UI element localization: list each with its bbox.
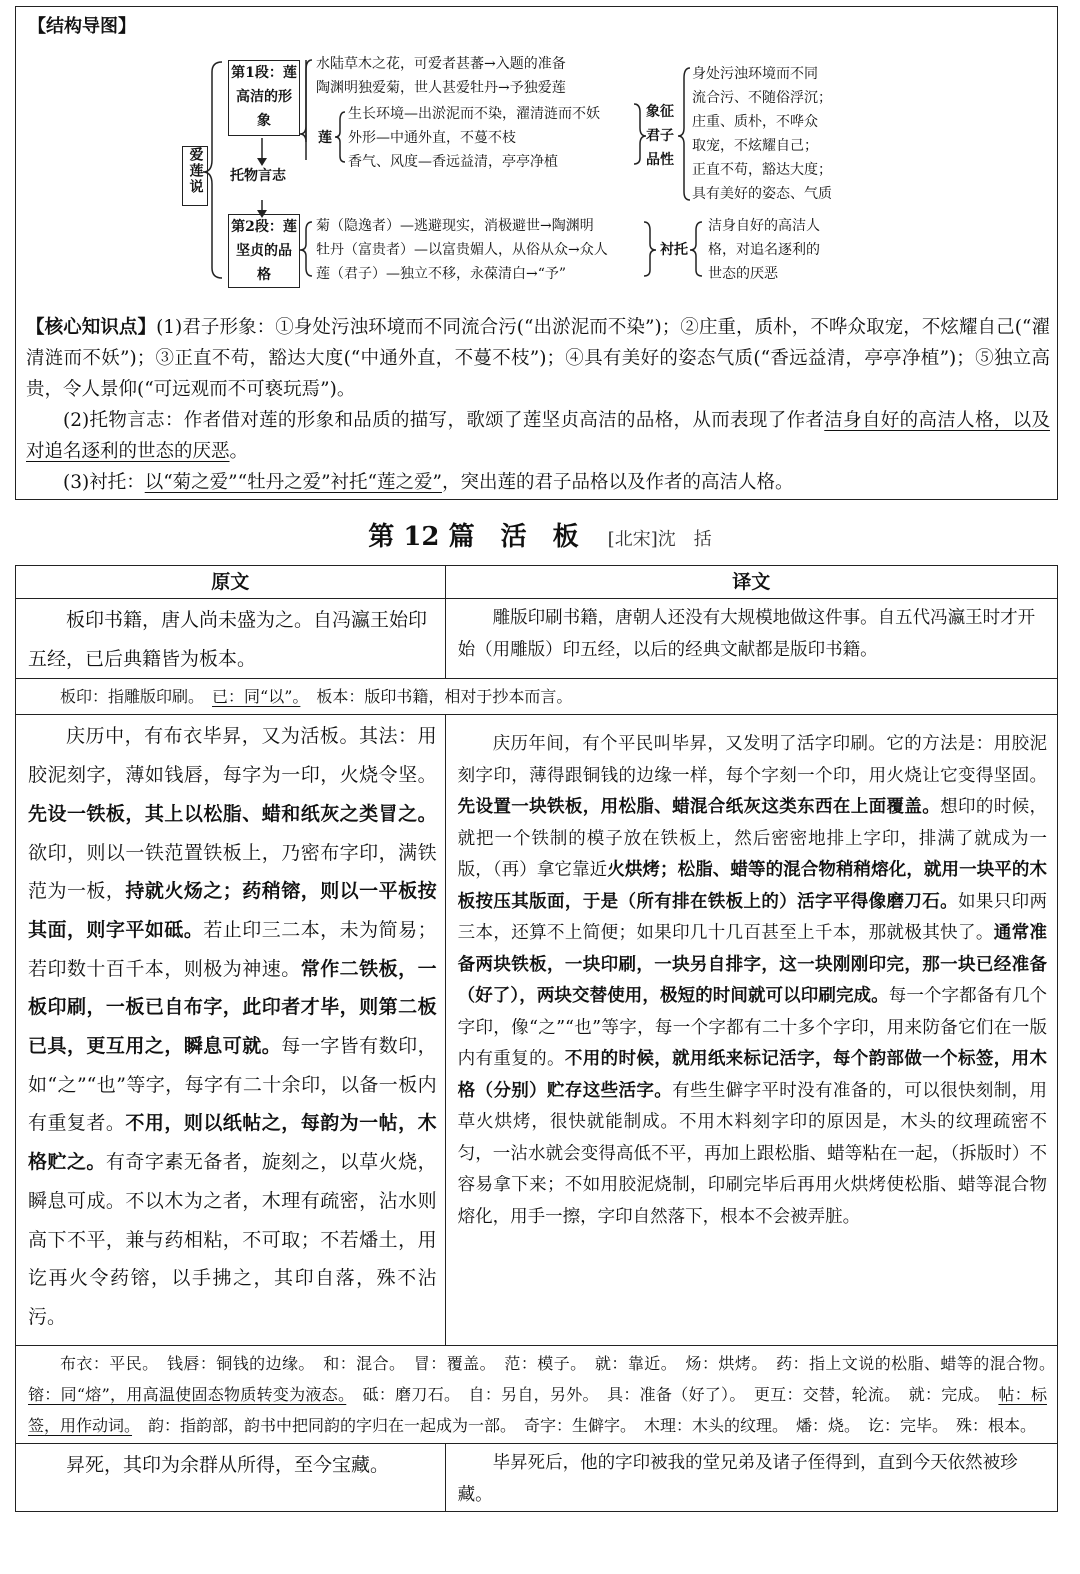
text-table (15, 565, 1063, 1512)
map-line-5: 香气、风度—香远益清，亭亭净植 (348, 154, 558, 170)
structure-heading: 【结构导图】 (28, 16, 136, 37)
para2-node: 第2段：莲坚贞的品格 (228, 214, 300, 288)
original-cell: 昇死，其印为余群从所得，至今宝藏。 (16, 1444, 446, 1512)
map-lian: 莲 (318, 130, 332, 146)
article-title-row (0, 516, 1080, 553)
map-line-1: 水陆草木之花，可爱者甚蕃→入题的准备 (316, 56, 566, 72)
map-symbol: 象征君子品性 (646, 104, 674, 168)
map-line-3: 生长环境—出淤泥而不染，濯清涟而不妖 (348, 106, 600, 122)
trait-item: 庄重、质朴，不哗众 (692, 114, 818, 130)
trait-item: 正直不苟，豁达大度； (692, 162, 832, 178)
notes-row (16, 1346, 1058, 1444)
original-cell: 庆历中，有布衣毕昇，又为活板。其法：用胶泥刻字，薄如钱唇，每字为一印，火烧令坚。先设一铁板，其上以松脂、蜡和纸灰之类冒之。欲印，则以一铁范置铁板上，乃密布字印，满铁范为一板，持就火炀之；药稍镕，则以一平板按其面，则字平如砥。若止印三二本，未为简易；若印数十百千本，则极为神速。常作二铁板，一板印刷，一板已自布字，此印者才毕，则第二板已具，更互用之，瞬息可就。每一字皆有数印，如“之”“也”等字，每字有二十余印，以备一板内有重复者。不用，则以纸帖之，每韵为一帖，木格贮之。有奇字素无备者，旋刻之，以草火烧，瞬息可成。不以木为之者，木理有疏密，沾水则高下不平，兼与药相粘，不可取；不若燔土，用讫再火令药镕，以手拂之，其印自落，殊不沾污。 (16, 715, 446, 1346)
trait-item: 流合污、不随俗浮沉； (692, 90, 832, 106)
result-list (708, 214, 820, 286)
knowledge-p1: 【核心知识点】(1)君子形象：①身处污浊环境而不同流合污(“出淤泥而不染”)；②庄重，质朴，不哗众取宠，不炫耀自己(“濯清涟而不妖”)；③正直不苟，豁达大度(“中通外直，不蔓不枝”)；④具有美好的姿态气质(“香远益清，亭亭净植”)；⑤独立高贵，令人景仰(“可远观而不可亵玩焉”)。 (26, 317, 1050, 400)
p2-line-2: 牡丹（富贵者）—以富贵媚人，从俗从众→众人 (316, 242, 608, 258)
original-cell: 板印书籍，唐人尚未盛为之。自冯瀛王始印五经，已后典籍皆为板本。 (16, 599, 446, 679)
map-line-4: 外形—中通外直，不蔓不枝 (348, 130, 516, 146)
trait-item: 取宠，不炫耀自己； (692, 138, 818, 154)
article-title: 第 12 篇 活 板 (368, 522, 579, 552)
article-author: [北宋]沈 括 (607, 529, 712, 550)
map-contrast: 衬托 (660, 242, 688, 258)
result-item: 洁身自好的高洁人 (708, 218, 820, 234)
para1-node: 第1段：莲高洁的形象 (228, 60, 300, 136)
col-original: 原文 (16, 566, 446, 599)
translation-cell: 雕版印刷书籍，唐朝人还没有大规模地做这件事。自五代冯瀛王时才开始（用雕版）印五经，以后的经典文献都是版印书籍。 (445, 599, 1057, 679)
result-item: 格，对追名逐利的 (708, 242, 820, 258)
table-row (16, 1444, 1058, 1512)
p2-line-1: 菊（隐逸者）—逃避现实，消极避世→陶渊明 (316, 218, 594, 234)
notes-cell: 布衣：平民。 钱唇：铜钱的边缘。 和：混合。 冒：覆盖。 范：模子。 就：靠近。 炀：烘烤。 药：指上文说的松脂、蜡等的混合物。 镕：同“熔”，用高温使固态物质转变为液态。 砥：磨刀石。 自：另自，另外。 具：准备（好了）。 更互：交替，轮流。 就：完成。 帖：标签，用作动词。 韵：指韵部，韵书中把同韵的字归在一起成为一部。 奇字：生僻字。 木理：木头的纹理。 燔：烧。 讫：完毕。 殊：根本。 (16, 1346, 1058, 1444)
col-translation: 译文 (445, 566, 1057, 599)
knowledge-p3: (3)衬托：以“菊之爱”“牡丹之爱”衬托“莲之爱”，突出莲的君子品格以及作者的高洁人格。 (63, 472, 794, 493)
mid-node: 托物言志 (230, 168, 286, 184)
translation-cell: 毕昇死后，他的字印被我的堂兄弟及诸子侄得到，直到今天依然被珍藏。 (445, 1444, 1057, 1512)
notes-cell: 板印：指雕版印刷。 已：同“以”。 板本：版印书籍，相对于抄本而言。 (16, 679, 1058, 715)
knowledge-heading: 【核心知识点】 (26, 317, 157, 338)
knowledge-section (26, 312, 1050, 498)
notes-row (16, 679, 1058, 715)
knowledge-p2: (2)托物言志：作者借对莲的形象和品质的描写，歌颂了莲坚贞高洁的品格，从而表现了作者洁身自好的高洁人格，以及对追名逐利的世态的厌恶。 (26, 410, 1050, 462)
root-node: 爱莲说 (182, 146, 208, 206)
map-line-2: 陶渊明独爱菊，世人甚爱牡丹→予独爱莲 (316, 80, 566, 96)
p2-line-3: 莲（君子）—独立不移，永葆清白→“予” (316, 266, 567, 282)
trait-item: 具有美好的姿态、气质 (692, 186, 832, 202)
traits-list (692, 62, 832, 206)
table-row (16, 599, 1058, 679)
table-row (16, 715, 1058, 1346)
table-header (16, 566, 1058, 599)
translation-cell: 庆历年间，有个平民叫毕昇，又发明了活字印刷。它的方法是：用胶泥刻字印，薄得跟铜钱的边缘一样，每个字刻一个印，用火烧让它变得坚固。先设置一块铁板，用松脂、蜡混合纸灰这类东西在上面覆盖。想印的时候，就把一个铁制的模子放在铁板上，然后密密地排上字印，排满了就成为一版，（再）拿它靠近火烘烤；松脂、蜡等的混合物稍稍熔化，就用一块平的木板按压其版面，于是（所有排在铁板上的）活字平得像磨刀石。如果只印两三本，还算不上简便；如果印几十几百甚至上千本，那就极其快了。通常准备两块铁板，一块印刷，一块另自排字，这一块刚刚印完，那一块已经准备（好了），两块交替使用，极短的时间就可以印刷完成。每一个字都备有几个字印，像“之”“也”等字，每一个字都有二十多个字印，用来防备它们在一版内有重复的。不用的时候，就用纸来标记活字，每个韵部做一个标签，用木格（分别）贮存这些活字。有些生僻字平时没有准备的，可以很快刻制，用草火烘烤，很快就能制成。不用木料刻字印的原因是，木头的纹理疏密不匀，一沾水就会变得高低不平，再加上跟松脂、蜡等粘在一起，（拆版时）不容易拿下来；不如用胶泥烧制，印刷完毕后再用火烘烤使松脂、蜡等混合物熔化，用手一擦，字印自然落下，根本不会被弄脏。 (445, 715, 1057, 1346)
result-item: 世态的厌恶 (708, 266, 778, 282)
trait-item: 身处污浊环境而不同 (692, 66, 818, 82)
